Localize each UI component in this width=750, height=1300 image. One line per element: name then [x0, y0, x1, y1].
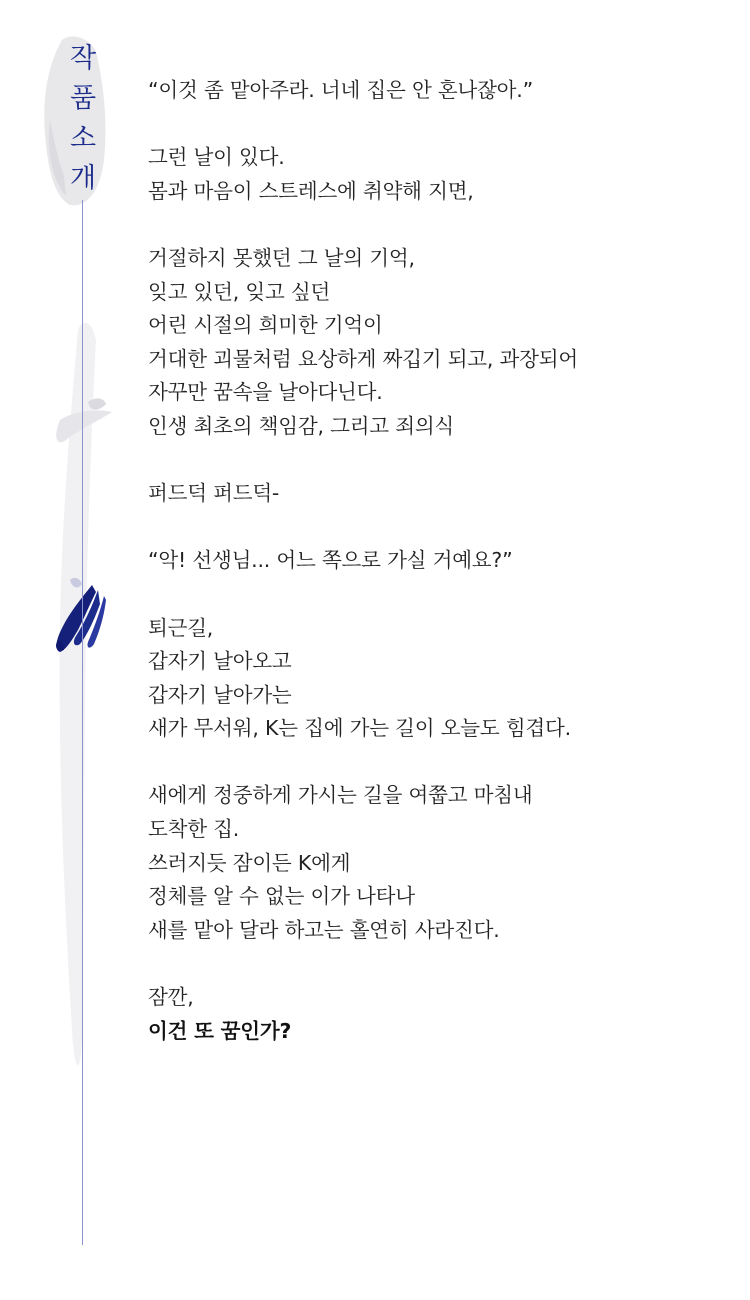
story-line: “악! 선생님... 어느 쪽으로 가실 거예요?”	[148, 548, 513, 573]
section-title-char: 품	[69, 83, 97, 114]
story-line: 거절하지 못했던 그 날의 기억,	[148, 245, 415, 270]
section-title	[66, 40, 100, 198]
paragraph-gap	[148, 947, 728, 981]
story-line: 퇴근길,	[148, 615, 214, 640]
story-line: 도착한 집.	[148, 817, 240, 842]
story-line: 인생 최초의 책임감, 그리고 죄의식	[148, 413, 455, 438]
story-line: 그런 날이 있다.	[148, 145, 285, 170]
paragraph-gap	[148, 108, 728, 142]
paragraph-gap	[148, 578, 728, 612]
story-line: “이것 좀 맡아주라. 너네 집은 안 혼나잖아.”	[148, 78, 534, 102]
story-line: 새에게 정중하게 가시는 길을 여쭙고 마침내	[148, 783, 533, 808]
paragraph-gap	[148, 746, 728, 780]
story-line: 퍼드덕 퍼드덕-	[148, 481, 280, 506]
story-line: 새를 맡아 달라 하고는 홀연히 사라진다.	[148, 917, 500, 942]
section-title-char: 작	[69, 43, 97, 74]
story-synopsis	[148, 74, 728, 1048]
story-line: 잊고 있던, 잊고 싶던	[148, 279, 331, 304]
paragraph-gap	[148, 444, 728, 478]
story-line: 어린 시절의 희미한 기억이	[148, 313, 383, 338]
story-line: 거대한 괴물처럼 요상하게 짜깁기 되고, 과장되어	[148, 346, 578, 371]
paragraph-gap	[148, 208, 728, 242]
story-line: 자꾸만 꿈속을 날아다닌다.	[148, 380, 383, 405]
story-line: 쓰러지듯 잠이든 K에게	[148, 850, 351, 875]
vertical-divider-line	[82, 200, 83, 1245]
sidebar	[0, 0, 140, 1300]
story-line: 갑자기 날아오고	[148, 649, 292, 674]
ending-line: 이건 또 꿈인가?	[148, 1018, 292, 1043]
paragraph-gap	[148, 511, 728, 545]
story-line: 잠깐,	[148, 985, 194, 1010]
story-line: 갑자기 날아가는	[148, 682, 292, 707]
story-line: 정체를 알 수 없는 이가 나타나	[148, 884, 415, 909]
story-line: 몸과 마음이 스트레스에 취약해 지면,	[148, 178, 474, 203]
section-title-char: 개	[69, 163, 97, 194]
section-title-char: 소	[69, 123, 97, 154]
story-line: 새가 무서워, K는 집에 가는 길이 오늘도 힘겹다.	[148, 716, 571, 741]
